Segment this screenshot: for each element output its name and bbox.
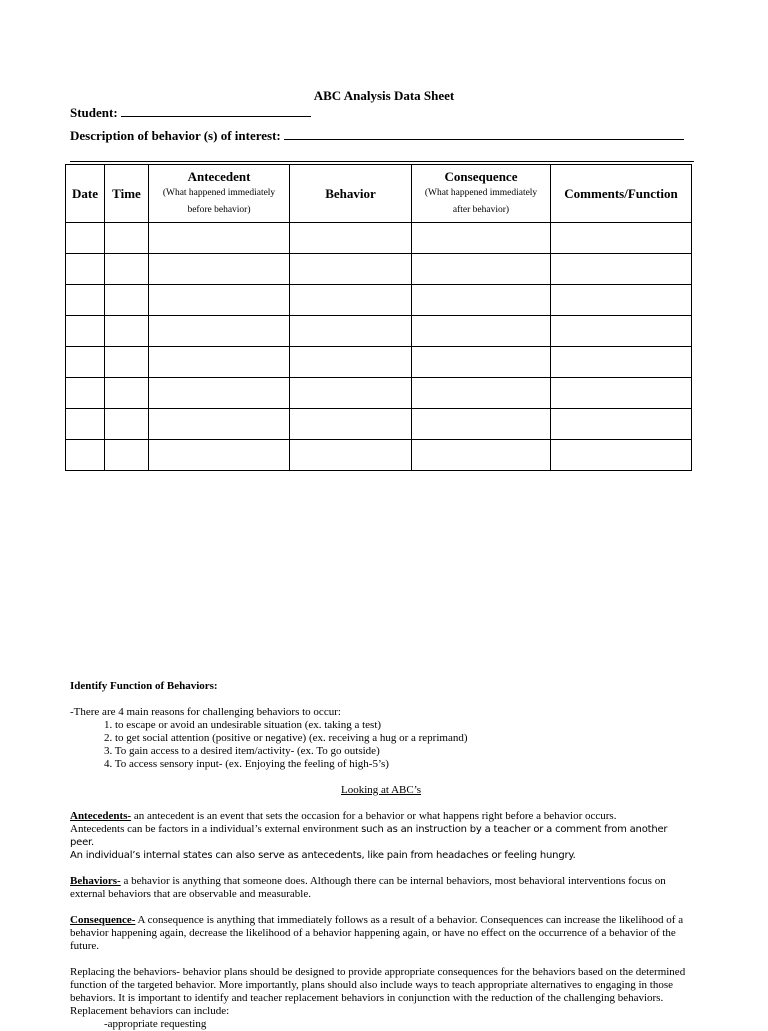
student-label: Student:	[70, 105, 118, 120]
table-row	[66, 440, 692, 471]
cell-consequence[interactable]	[412, 409, 551, 440]
table-row	[66, 223, 692, 254]
cell-behavior[interactable]	[290, 347, 412, 378]
cell-comments[interactable]	[551, 316, 692, 347]
header-antecedent: Antecedent (What happened immediately before behavior)	[149, 165, 290, 223]
cell-time[interactable]	[105, 347, 149, 378]
reason-item: 2. to get social attention (positive or negative) (ex. receiving a hug or a reprimand)	[104, 732, 468, 744]
antecedents-paragraph: Antecedents- an antecedent is an event that sets the occasion for a behavior or what happens right before a behavior occurs. Antecedents can be factors in a individual’s external environment such as an instruction by a teacher or a comment from another peer. An individual’s internal states can also serve as antecedents, like pain from headaches or feeling hungry.	[70, 810, 668, 861]
table-row	[66, 254, 692, 285]
guide-content	[70, 680, 692, 1031]
cell-behavior[interactable]	[290, 223, 412, 254]
cell-antecedent[interactable]	[149, 347, 290, 378]
consequence-term: Consequence-	[70, 914, 136, 926]
cell-comments[interactable]	[551, 254, 692, 285]
cell-date[interactable]	[66, 316, 105, 347]
antecedents-term: Antecedents-	[70, 810, 132, 822]
cell-behavior[interactable]	[290, 285, 412, 316]
replacement-item: -appropriate requesting	[104, 1018, 207, 1030]
student-field	[70, 104, 311, 121]
page-title: ABC Analysis Data Sheet	[313, 88, 455, 103]
cell-consequence[interactable]	[412, 347, 551, 378]
cell-behavior[interactable]	[290, 440, 412, 471]
cell-behavior[interactable]	[290, 378, 412, 409]
header-comments-function: Comments/Function	[551, 165, 692, 223]
cell-time[interactable]	[105, 440, 149, 471]
cell-antecedent[interactable]	[149, 378, 290, 409]
cell-behavior[interactable]	[290, 409, 412, 440]
header-time: Time	[105, 165, 149, 223]
description-label: Description of behavior (s) of interest:	[70, 128, 281, 143]
reason-item: 3. To gain access to a desired item/activity- (ex. To go outside)	[104, 745, 380, 757]
table-row	[66, 316, 692, 347]
table-header-row	[66, 165, 692, 223]
cell-time[interactable]	[105, 409, 149, 440]
table-row	[66, 285, 692, 316]
cell-behavior[interactable]	[290, 316, 412, 347]
cell-consequence[interactable]	[412, 378, 551, 409]
student-blank-line	[121, 104, 311, 117]
cell-comments[interactable]	[551, 223, 692, 254]
table-row	[66, 409, 692, 440]
cell-consequence[interactable]	[412, 440, 551, 471]
cell-date[interactable]	[66, 223, 105, 254]
cell-date[interactable]	[66, 378, 105, 409]
cell-comments[interactable]	[551, 347, 692, 378]
cell-consequence[interactable]	[412, 285, 551, 316]
reason-item: 4. To access sensory input- (ex. Enjoying the feeling of high-5’s)	[104, 758, 389, 770]
description-second-line	[70, 161, 694, 162]
reason-item: 1. to escape or avoid an undesirable situation (ex. taking a test)	[104, 719, 382, 731]
cell-time[interactable]	[105, 254, 149, 285]
description-blank-line	[284, 127, 684, 140]
identify-heading: Identify Function of Behaviors:	[70, 680, 218, 692]
header-date: Date	[66, 165, 105, 223]
cell-antecedent[interactable]	[149, 285, 290, 316]
table-row	[66, 347, 692, 378]
behaviors-paragraph: Behaviors- a behavior is anything that someone does. Although there can be internal behaviors, most behavioral interventions focus on external behaviors that are observable and measurable.	[70, 875, 666, 900]
cell-antecedent[interactable]	[149, 316, 290, 347]
cell-antecedent[interactable]	[149, 223, 290, 254]
cell-comments[interactable]	[551, 378, 692, 409]
abc-table-body	[66, 223, 692, 471]
cell-antecedent[interactable]	[149, 440, 290, 471]
abc-data-table	[65, 164, 692, 471]
cell-time[interactable]	[105, 223, 149, 254]
cell-consequence[interactable]	[412, 316, 551, 347]
replacing-paragraph: Replacing the behaviors- behavior plans should be designed to provide appropriate consequences for the behaviors based on the determined function of the targeted behavior. More importantly, plans should also include ways to teach appropriate alternatives to engaging in those behaviors. It is important to identify and teacher replacement behaviors in conjunction with the reduction of the challenging behaviors. Replacement behaviors can include:	[70, 966, 686, 1017]
cell-antecedent[interactable]	[149, 254, 290, 285]
cell-date[interactable]	[66, 440, 105, 471]
cell-date[interactable]	[66, 347, 105, 378]
identify-intro: -There are 4 main reasons for challenging behaviors to occur:	[70, 706, 341, 718]
cell-time[interactable]	[105, 316, 149, 347]
looking-at-abcs-heading: Looking at ABC’s	[340, 784, 422, 796]
cell-behavior[interactable]	[290, 254, 412, 285]
description-field	[70, 127, 684, 144]
cell-date[interactable]	[66, 254, 105, 285]
cell-comments[interactable]	[551, 440, 692, 471]
cell-comments[interactable]	[551, 285, 692, 316]
cell-antecedent[interactable]	[149, 409, 290, 440]
cell-consequence[interactable]	[412, 223, 551, 254]
cell-comments[interactable]	[551, 409, 692, 440]
cell-consequence[interactable]	[412, 254, 551, 285]
cell-time[interactable]	[105, 285, 149, 316]
header-behavior: Behavior	[290, 165, 412, 223]
cell-time[interactable]	[105, 378, 149, 409]
cell-date[interactable]	[66, 285, 105, 316]
behaviors-term: Behaviors-	[70, 875, 121, 887]
header-consequence: Consequence (What happened immediately after behavior)	[412, 165, 551, 223]
consequence-paragraph: Consequence- A consequence is anything that immediately follows as a result of a behavior. Consequences can increase the likelihood of a behavior happening again, decrease the likelihood of a behavior happening again, or have no effect on the occurrence of a behavior of the future.	[70, 914, 684, 952]
cell-date[interactable]	[66, 409, 105, 440]
table-row	[66, 378, 692, 409]
